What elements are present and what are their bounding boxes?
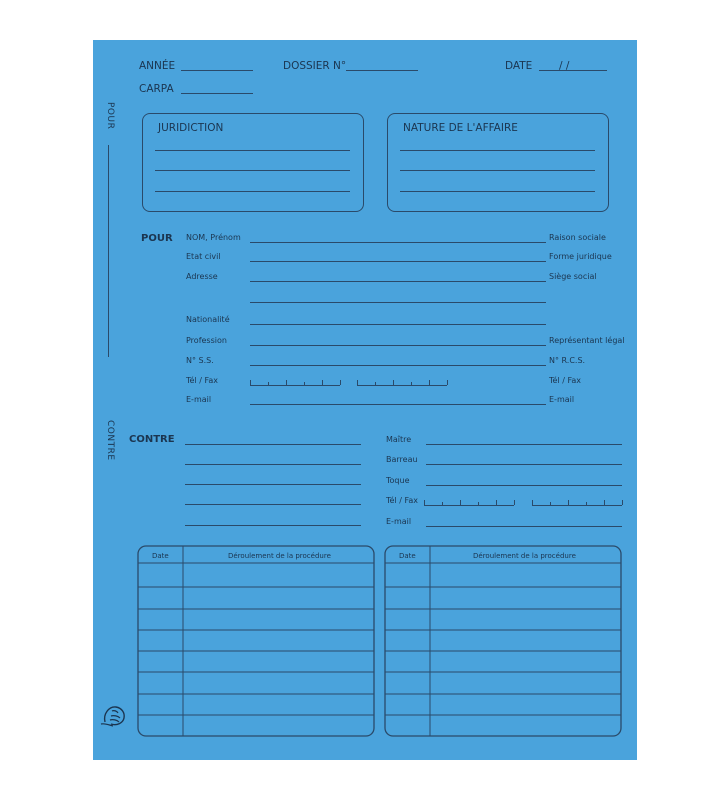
- pour-label-email-right: E-mail: [549, 395, 575, 404]
- pour-label-nom: NOM, Prénom: [186, 233, 241, 242]
- table-right-frame: [385, 546, 621, 736]
- pour-label-ss: N° S.S.: [186, 356, 214, 365]
- date-label: DATE: [505, 60, 533, 72]
- pour-label-tel-right: Tél / Fax: [549, 376, 581, 385]
- contre-label-toque: Toque: [386, 476, 410, 485]
- pour-label-profession: Profession: [186, 336, 227, 345]
- side-label-pour: POUR: [105, 102, 115, 130]
- procedure-tables: [93, 40, 637, 760]
- dossier-label: DOSSIER N°: [283, 60, 347, 72]
- table-left-date-header: Date: [152, 552, 169, 560]
- pour-label-nationalite: Nationalité: [186, 315, 230, 324]
- juridiction-label: JURIDICTION: [158, 122, 224, 134]
- pour-label-adresse: Adresse: [186, 272, 218, 281]
- contre-label-maitre: Maître: [386, 435, 412, 444]
- folder-cover: [93, 40, 637, 760]
- date-slashes: / /: [559, 60, 570, 72]
- pour-label-siege-social: Siège social: [549, 272, 597, 281]
- table-left-frame: [138, 546, 374, 736]
- contre-label-tel: Tél / Fax: [386, 496, 418, 505]
- carpa-label: CARPA: [139, 83, 174, 95]
- annee-label: ANNÉE: [139, 60, 176, 72]
- pour-label-tel: Tél / Fax: [186, 376, 218, 385]
- nature-label: NATURE DE L'AFFAIRE: [403, 122, 518, 134]
- pour-title: POUR: [141, 233, 173, 244]
- pour-label-raison-sociale: Raison sociale: [549, 233, 606, 242]
- pour-label-representant: Représentant légal: [549, 336, 625, 345]
- table-right-date-header: Date: [399, 552, 416, 560]
- table-right-proc-header: Déroulement de la procédure: [473, 552, 576, 560]
- contre-label-barreau: Barreau: [386, 455, 418, 464]
- pour-label-forme-juridique: Forme juridique: [549, 252, 612, 261]
- brand-logo: [99, 698, 131, 730]
- pour-label-etat-civil: Etat civil: [186, 252, 221, 261]
- side-label-contre: CONTRE: [105, 420, 115, 461]
- contre-label-email: E-mail: [386, 517, 412, 526]
- table-left-proc-header: Déroulement de la procédure: [228, 552, 331, 560]
- pour-label-email: E-mail: [186, 395, 212, 404]
- contre-title: CONTRE: [129, 434, 175, 445]
- pour-label-rcs: N° R.C.S.: [549, 356, 586, 365]
